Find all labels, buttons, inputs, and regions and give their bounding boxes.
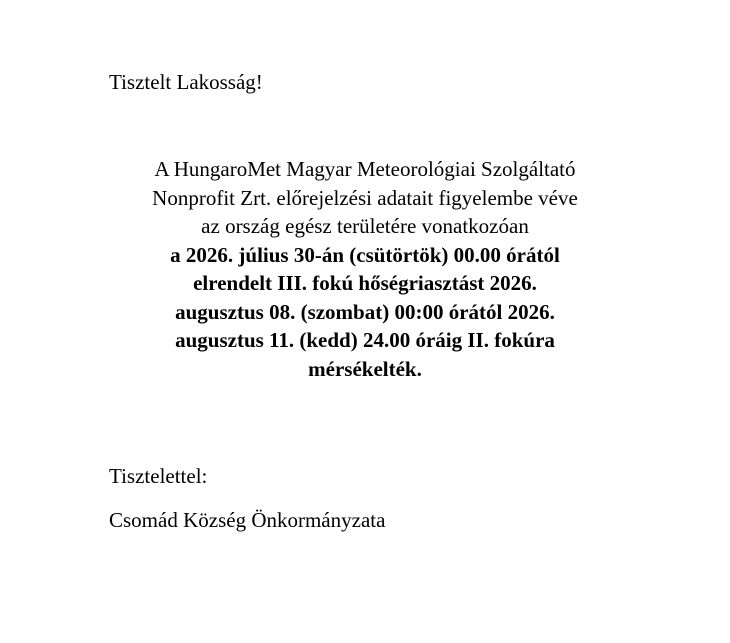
closing: Tisztelettel:: [109, 464, 208, 488]
bold-line: a 2026. július 30-án (csütörtök) 00.00 órától: [170, 242, 560, 267]
bold-line: augusztus 11. (kedd) 24.00 óráig II. fokúra: [175, 328, 555, 352]
body-line: A HungaroMet Magyar Meteorológiai Szolgáltató: [154, 157, 576, 181]
announcement-body: [60, 155, 670, 383]
bold-line: elrendelt III. fokú hőségriasztást 2026.: [193, 271, 537, 295]
bold-line: mérsékelték.: [308, 356, 422, 381]
signature: Csomád Község Önkormányzata: [109, 508, 386, 532]
body-line: Nonprofit Zrt. előrejelzési adatait figyelembe véve: [152, 185, 578, 210]
greeting: Tisztelt Lakosság!: [109, 70, 263, 94]
body-line: az ország egész területére vonatkozóan: [201, 214, 529, 238]
bold-line: augusztus 08. (szombat) 00:00 órától 2026.: [175, 299, 555, 324]
